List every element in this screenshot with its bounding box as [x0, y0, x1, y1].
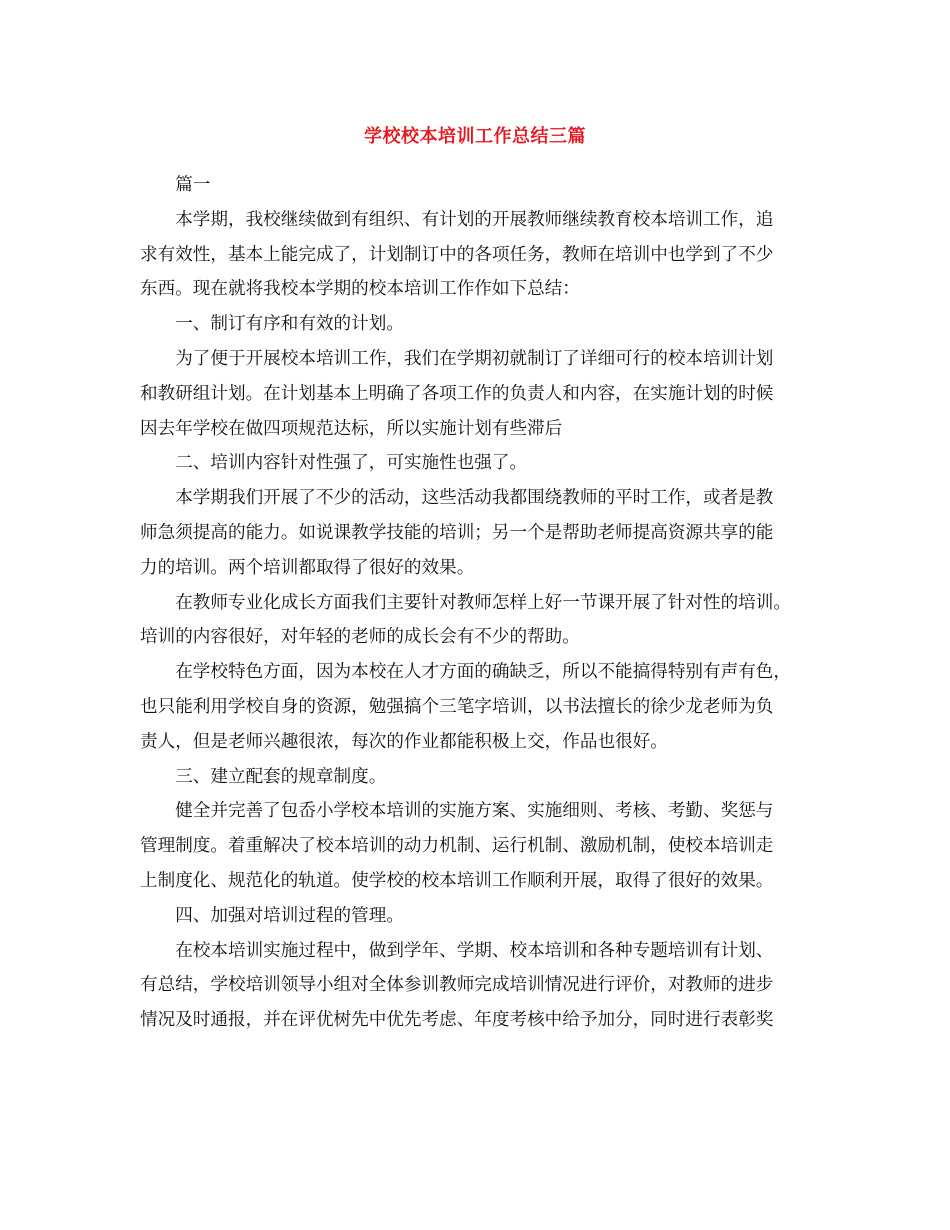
paragraph-line: 力的培训。两个培训都取得了很好的效果。: [140, 557, 475, 578]
paragraph: [140, 655, 816, 759]
paragraph-line: 本学期，我校继续做到有组织、有计划的开展教师继续教育校本培训工作，追: [175, 209, 774, 230]
paragraph: [140, 760, 816, 795]
paragraph: [140, 342, 816, 446]
paragraph-line: 一、制订有序和有效的计划。: [175, 314, 404, 335]
paragraph-line: 在教师专业化成长方面我们主要针对教师怎样上好一节课开展了针对性的培训。: [175, 592, 791, 613]
paragraph: [140, 203, 816, 307]
paragraph: [140, 586, 816, 656]
paragraph-line: 东西。现在就将我校本学期的校本培训工作作如下总结：: [140, 279, 580, 300]
paragraph-line: 本学期我们开展了不少的活动，这些活动我都围绕教师的平时工作，或者是教: [175, 488, 774, 509]
paragraph-line: 情况及时通报，并在评优树先中优先考虑、年度考核中给予加分，同时进行表彰奖: [140, 1010, 774, 1031]
paragraph-line: 上制度化、规范化的轨道。使学校的校本培训工作顺利开展，取得了很好的效果。: [140, 870, 774, 891]
paragraph-line: 求有效性，基本上能完成了，计划制订中的各项任务，教师在培训中也学到了不少: [140, 244, 774, 265]
paragraph-line: 在学校特色方面，因为本校在人才方面的确缺乏，所以不能搞得特别有声有色，: [175, 662, 791, 683]
paragraph-line: 管理制度。着重解决了校本培训的动力机制、运行机制、激励机制，使校本培训走: [140, 836, 774, 857]
paragraph: [140, 934, 816, 1038]
paragraph-line: 责人，但是老师兴趣很浓，每次的作业都能积极上交，作品也很好。: [140, 731, 668, 752]
paragraph-line: 也只能利用学校自身的资源，勉强搞个三笔字培训，以书法擅长的徐少龙老师为负: [140, 696, 774, 717]
paragraph-line: 为了便于开展校本培训工作，我们在学期初就制订了详细可行的校本培训计划: [175, 348, 774, 369]
paragraph-line: 在校本培训实施过程中，做到学年、学期、校本培训和各种专题培训有计划、: [175, 940, 774, 961]
paragraph-line: 和教研组计划。在计划基本上明确了各项工作的负责人和内容，在实施计划的时候: [140, 383, 774, 404]
paragraph: [140, 168, 816, 203]
paragraph: [140, 307, 816, 342]
paragraph: [140, 481, 816, 585]
document-title: 学校校本培训工作总结三篇: [364, 126, 586, 147]
paragraph-line: 二、培训内容针对性强了，可实施性也强了。: [175, 453, 528, 474]
paragraph-line: 有总结，学校培训领导小组对全体参训教师完成培训情况进行评价，对教师的进步: [140, 975, 774, 996]
paragraph-line: 培训的内容很好，对年轻的老师的成长会有不少的帮助。: [140, 627, 580, 648]
paragraph: [140, 794, 816, 898]
paragraph-line: 因去年学校在做四项规范达标，所以实施计划有些滞后: [140, 418, 563, 439]
paragraph-line: 三、建立配套的规章制度。: [175, 766, 387, 787]
document-body: [140, 168, 816, 1038]
paragraph-line: 师急须提高的能力。如说课教学技能的培训；另一个是帮助老师提高资源共享的能: [140, 522, 774, 543]
paragraph-line: 四、加强对培训过程的管理。: [175, 905, 404, 926]
paragraph: [140, 899, 816, 934]
paragraph-line: 健全并完善了包岙小学校本培训的实施方案、实施细则、考核、考勤、奖惩与: [175, 801, 774, 822]
paragraph: [140, 446, 816, 481]
paragraph-line: 篇一: [175, 175, 211, 195]
